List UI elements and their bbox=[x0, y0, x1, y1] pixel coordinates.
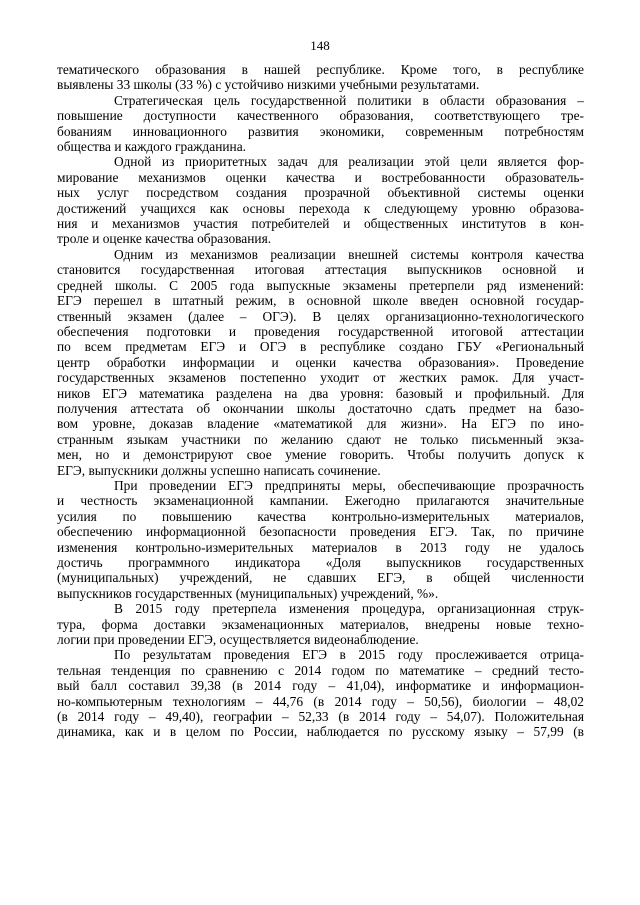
text-line: ных услуг посредством создания прозрачной объективной системы оценки bbox=[57, 185, 584, 201]
text-line: усилия по повышению качества контрольно-измерительных материалов, bbox=[57, 508, 584, 524]
text-line: вом уровне, доказав владение «математикой для жизни». На ЕГЭ по ино- bbox=[57, 416, 584, 432]
text-line: повышение доступности качественного образования, соответствующего тре- bbox=[57, 108, 584, 124]
text-line: ственный экзамен (далее – ОГЭ). В целях организационно-технологического bbox=[57, 308, 584, 324]
text-line: При проведении ЕГЭ предприняты меры, обеспечивающие прозрачность bbox=[114, 477, 584, 493]
text-line: Стратегическая цель государственной политики в области образования – bbox=[114, 92, 584, 108]
paragraph bbox=[57, 247, 584, 478]
text-line: получения аттестата об окончании школы достаточно сдать предмет на базо- bbox=[57, 400, 584, 416]
body-text bbox=[57, 62, 584, 740]
text-line: по всем предметам ЕГЭ и ОГЭ в республике создано ГБУ «Региональный bbox=[57, 339, 584, 355]
text-line: динамика, как и в целом по России, наблюдается по русскому языку – 57,99 (в bbox=[57, 724, 584, 740]
text-line: обеспечению информационной безопасности проведения ЕГЭ. Так, по причине bbox=[57, 524, 584, 540]
text-line: Одной из приоритетных задач для реализации этой цели является фор- bbox=[114, 154, 584, 170]
text-line: В 2015 году претерпела изменения процедура, организационная струк- bbox=[114, 601, 584, 617]
paragraph bbox=[57, 601, 584, 647]
text-line: общества и каждого гражданина. bbox=[57, 139, 246, 155]
text-line: изменения контрольно-измерительных материалов в 2013 году не удалось bbox=[57, 539, 584, 555]
text-line: Одним из механизмов реализации внешней системы контроля качества bbox=[114, 246, 584, 262]
text-line: центр обработки информации и оценки качества образования». Проведение bbox=[57, 354, 584, 370]
text-line: но-компьютерным технологиям – 44,76 (в 2014 году – 50,56), биологии – 48,02 bbox=[57, 693, 584, 709]
text-line: ния и механизмов участия потребителей и общественных институтов в кон- bbox=[57, 216, 584, 232]
text-line: (муниципальных) учреждений, не сдавших ЕГЭ, в общей численности bbox=[57, 570, 584, 586]
page-number: 148 bbox=[310, 38, 330, 53]
text-line: выявлены 33 школы (33 %) с устойчиво низкими учебными результатами. bbox=[57, 77, 480, 93]
text-line: ников ЕГЭ математика разделена на два уровня: базовый и профильный. Для bbox=[57, 385, 584, 401]
text-line: становится государственная итоговая аттестация выпускников основной и bbox=[57, 262, 584, 278]
text-line: тельная тенденция по сравнению с 2014 годом по математике – средний тесто- bbox=[57, 662, 584, 678]
text-line: тура, форма доставки экзаменационных материалов, внедрены новые техно- bbox=[57, 616, 584, 632]
text-line: обеспечения подготовки и проведения государственной итоговой аттестации bbox=[57, 323, 584, 339]
text-line: странным языкам участники по желанию сдают не только письменный экза- bbox=[57, 431, 584, 447]
text-line: тематического образования в нашей республике. Кроме того, в республике bbox=[57, 62, 584, 77]
paragraph bbox=[57, 62, 584, 93]
text-line: бованиям инновационного развития экономики, современным потребностям bbox=[57, 123, 584, 139]
text-line: выпускников государственных (муниципальных) учреждений, %». bbox=[57, 585, 439, 601]
paragraph bbox=[57, 154, 584, 246]
text-line: достижений учащихся как основы перехода к следующему уровню образова- bbox=[57, 200, 584, 216]
text-line: ЕГЭ, выпускники должны успешно написать сочинение. bbox=[57, 462, 381, 478]
text-line: достичь программного индикатора «Доля выпускников государственных bbox=[57, 555, 584, 570]
text-line: вый балл составил 39,38 (в 2014 году – 41,04), информатике и информацион- bbox=[57, 678, 584, 694]
paragraph bbox=[57, 647, 584, 739]
text-line: логии при проведении ЕГЭ, осуществляется видеонаблюдение. bbox=[57, 632, 419, 648]
text-line: государственных экзаменов постепенно уходит от жестких рамок. Для участ- bbox=[57, 370, 584, 386]
text-line: средней школы. С 2005 года выпускные экзамены претерпели ряд изменений: bbox=[57, 277, 584, 293]
text-line: мен, но и демонстрируют свое умение говорить. Чтобы получить допуск к bbox=[57, 447, 584, 463]
paragraph bbox=[57, 93, 584, 155]
paragraph bbox=[57, 478, 584, 601]
text-line: троле и оценке качества образования. bbox=[57, 231, 272, 247]
text-line: и честность экзаменационной кампании. Ежегодно прилагаются значительные bbox=[57, 493, 584, 509]
text-line: ЕГЭ перешел в штатный режим, в основной школе введен основной государ- bbox=[57, 293, 584, 309]
text-line: По результатам проведения ЕГЭ в 2015 году прослеживается отрица- bbox=[114, 647, 584, 663]
text-line: мирование механизмов оценки качества и востребованности образователь- bbox=[57, 169, 584, 185]
text-line: (в 2014 году – 49,40), географии – 52,33 (в 2014 году – 54,07). Положительная bbox=[57, 709, 584, 725]
